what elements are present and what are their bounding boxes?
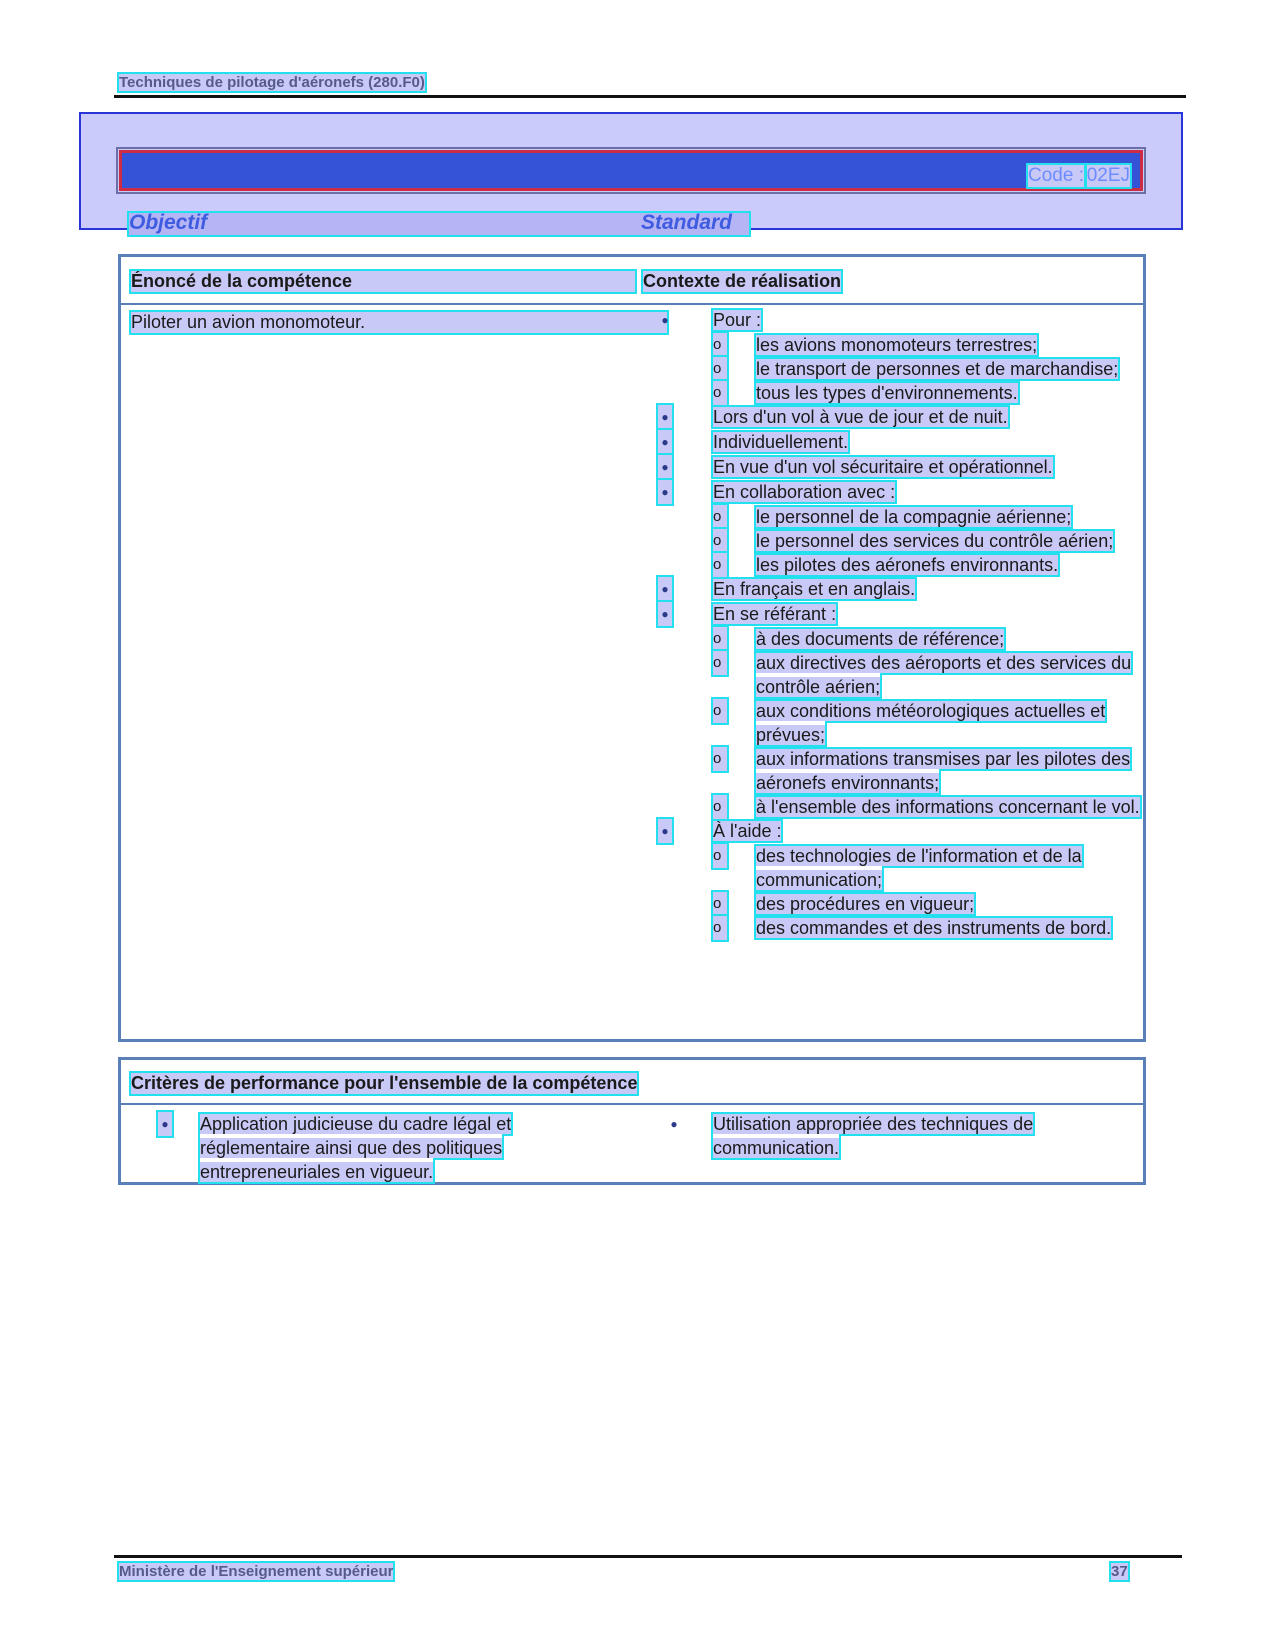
context-subitem-text: le personnel des services du contrôle aérien; [756,531,1114,551]
table-header-rule [121,303,1143,305]
context-item-text: Lors d'un vol à vue de jour et de nuit. [713,407,1008,427]
context-subitem-text: aux conditions météorologiques actuelles et prévues; [756,701,1106,745]
hollow-circle-icon: o [713,747,727,771]
context-subitem [661,747,1141,795]
code-label: Code : [1028,165,1084,186]
header-rule [114,95,1186,98]
standard-label: Standard [641,211,733,234]
criteres-header-rule [121,1103,1143,1105]
hollow-circle-icon: o [713,844,727,868]
context-subitem [661,333,1141,357]
context-item [661,455,1141,479]
filled-circle-icon: ● [658,577,672,601]
context-item-text: Pour : [713,310,762,330]
context-subitem [661,844,1141,892]
context-item-text: Individuellement. [713,432,849,452]
criteres-table [118,1057,1146,1185]
context-item-text: En se référant : [713,604,837,624]
footer-ministry: Ministère de l'Enseignement supérieur [119,1563,394,1580]
context-item-text: À l'aide : [713,821,782,841]
hollow-circle-icon: o [713,892,727,916]
context-subitem-text: des procédures en vigueur; [756,894,975,914]
hollow-circle-icon: o [713,529,727,553]
context-subitem-text: tous les types d'environnements. [756,383,1018,403]
enonce-header: Énoncé de la compétence [131,271,635,292]
context-item [661,480,1141,504]
code-bar [119,150,1143,191]
filled-circle-icon: ● [658,819,672,843]
context-subitem-text: le transport de personnes et de marchandise; [756,359,1119,379]
running-header-title: Techniques de pilotage d'aéronefs (280.F0) [119,74,425,91]
context-item [661,602,1141,626]
filled-circle-icon: ● [658,455,672,479]
context-item [661,405,1141,429]
hollow-circle-icon: o [713,916,727,940]
context-subitem [661,529,1141,553]
context-subitem [661,892,1141,916]
context-subitem-text: à des documents de référence; [756,629,1005,649]
hollow-circle-icon: o [713,505,727,529]
hollow-circle-icon: o [713,333,727,357]
context-list [661,308,1141,940]
context-item-text: En collaboration avec : [713,482,896,502]
context-item-text: En français et en anglais. [713,579,916,599]
context-subitem-text: le personnel de la compagnie aérienne; [756,507,1072,527]
criteres-header: Critères de performance pour l'ensemble de la compétence [131,1073,638,1093]
context-subitem [661,699,1141,747]
context-subitem [661,627,1141,651]
context-subitem [661,916,1141,940]
context-item [661,819,1141,843]
hollow-circle-icon: o [713,795,727,819]
context-item [661,430,1141,454]
critere-item [667,1112,1133,1160]
context-subitem-text: aux informations transmises par les pilotes des aéronefs environnants; [756,749,1131,793]
context-subitem [661,505,1141,529]
filled-circle-icon: ● [658,602,672,626]
filled-circle-icon: ● [158,1112,172,1136]
hollow-circle-icon: o [713,357,727,381]
filled-circle-icon: ● [658,405,672,429]
code-value: 02EJ [1086,165,1130,186]
filled-circle-icon: ● [658,430,672,454]
hollow-circle-icon: o [713,627,727,651]
context-subitem-text: les avions monomoteurs terrestres; [756,335,1038,355]
context-subitem-text: des technologies de l'information et de la communication; [756,846,1082,890]
hollow-circle-icon: o [713,651,727,675]
enonce-text: Piloter un avion monomoteur. [131,312,667,333]
context-subitem-text: des commandes et des instruments de bord. [756,918,1112,938]
filled-circle-icon: ● [658,480,672,504]
critere-text: Application judicieuse du cadre légal et réglementaire ainsi que des politiques entrepreneuriales en vigueur. [200,1114,512,1182]
context-subitem [661,381,1141,405]
footer-rule [114,1555,1182,1558]
context-subitem [661,553,1141,577]
hollow-circle-icon: o [713,553,727,577]
critere-item [158,1112,620,1184]
footer-page-number: 37 [1111,1563,1128,1580]
context-item-text: En vue d'un vol sécuritaire et opérationnel. [713,457,1053,477]
context-subitem-text: aux directives des aéroports et des services du contrôle aérien; [756,653,1132,697]
hollow-circle-icon: o [713,381,727,405]
context-subitem-text: à l'ensemble des informations concernant le vol. [756,797,1140,817]
context-subitem [661,795,1141,819]
context-subitem-text: les pilotes des aéronefs environnants. [756,555,1059,575]
context-subitem [661,651,1141,699]
hollow-circle-icon: o [713,699,727,723]
objectif-label: Objectif [129,211,208,234]
critere-text: Utilisation appropriée des techniques de communication. [713,1114,1034,1158]
filled-circle-icon: ● [670,1117,678,1131]
context-subitem [661,357,1141,381]
context-item [661,577,1141,601]
contexte-header: Contexte de réalisation [643,271,842,291]
competence-table [118,254,1146,1042]
filled-circle-icon: ● [661,313,669,327]
context-item [661,308,1141,332]
